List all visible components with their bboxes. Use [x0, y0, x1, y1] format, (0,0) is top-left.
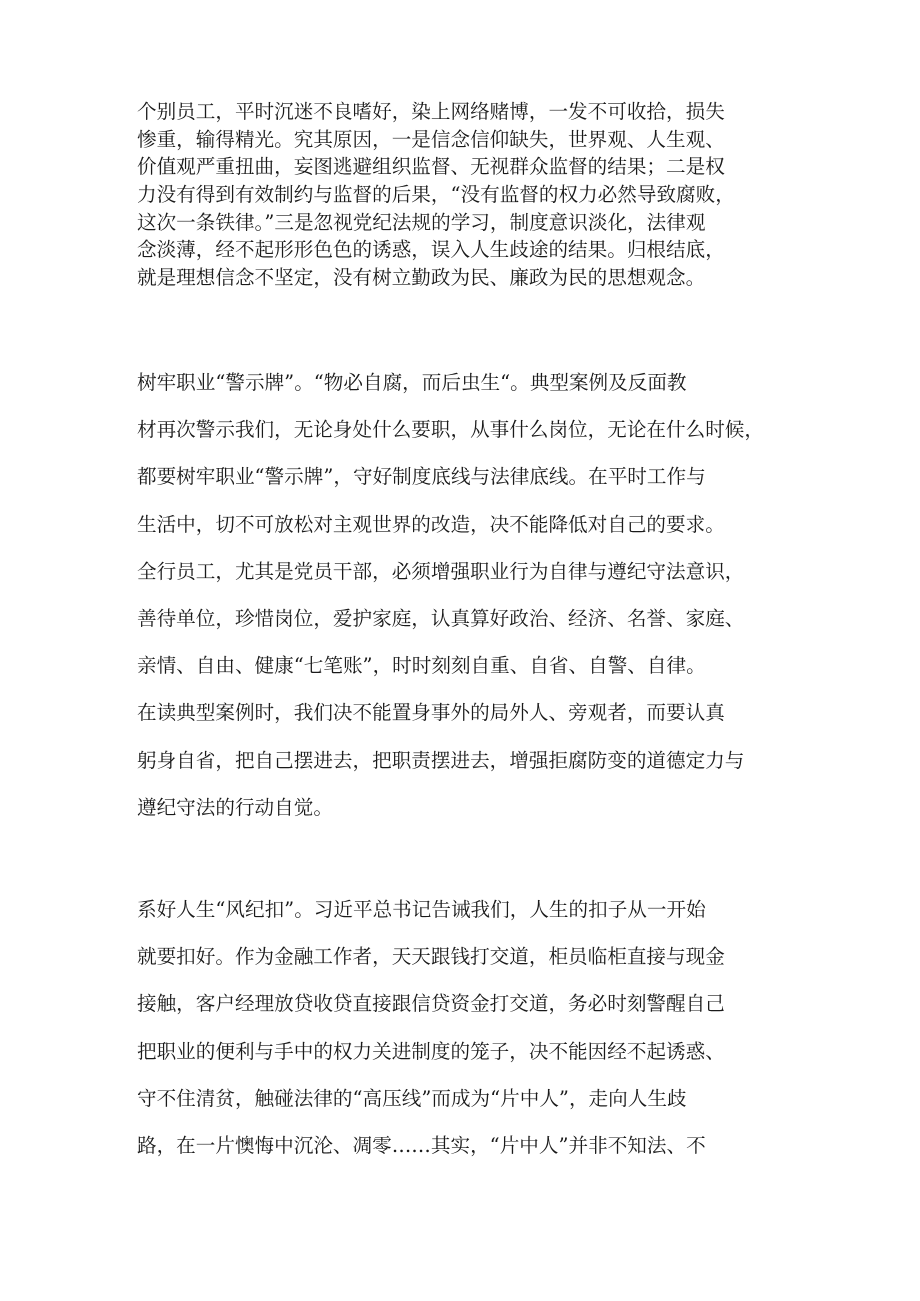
paragraph-warning-sign: [137, 359, 797, 831]
text-line: 守不住清贫，触碰法律的“高压线”而成为“片中人”，走向人生歧: [137, 1086, 687, 1110]
paragraph-discipline-button: [137, 886, 797, 1169]
text-line: 路，在一片懊悔中沉沦、凋零……其实，“片中人”并非不知法、不: [137, 1133, 706, 1157]
text-line: 躬身自省，把自己摆进去，把职责摆进去，增强拒腐防变的道德定力与: [137, 748, 745, 772]
text-line: 惨重，输得精光。究其原因，一是信念信仰缺失，世界观、人生观、: [137, 127, 725, 151]
text-line: 把职业的便利与手中的权力关进制度的笼子，决不能因经不起诱惑、: [137, 1039, 725, 1063]
text-line: 力没有得到有效制约与监督的后果，“没有监督的权力必然导致腐败，: [137, 183, 735, 207]
text-line: 树牢职业“警示牌”。“物必自腐，而后虫生“。典型案例及反面教: [137, 371, 687, 394]
text-line: 价值观严重扭曲，妄图逃避组织监督、无视群众监督的结果；二是权: [137, 155, 725, 179]
text-line: 生活中，切不可放松对主观世界的改造，决不能降低对自己的要求。: [137, 512, 725, 536]
text-line: 亲情、自由、健康“七笔账”，时时刻刻自重、自省、自警、自律。: [137, 654, 706, 678]
text-line: 遵纪守法的行动自觉。: [137, 795, 333, 819]
paragraph-causes: [137, 98, 797, 292]
text-line: 就是理想信念不坚定，没有树立勤政为民、廉政为民的思想观念。: [137, 266, 706, 290]
text-line: 都要树牢职业“警示牌”，守好制度底线与法律底线。在平时工作与: [137, 465, 706, 489]
text-line: 全行员工，尤其是党员干部，必须增强职业行为自律与遵纪守法意识，: [137, 559, 745, 583]
text-line: 念淡薄，经不起形形色色的诱惑，误入人生歧途的结果。归根结底，: [137, 238, 725, 262]
text-line: 在读典型案例时，我们决不能置身事外的局外人、旁观者，而要认真: [137, 701, 725, 725]
text-line: 材再次警示我们，无论身处什么要职，从事什么岗位，无论在什么时候，: [137, 418, 764, 442]
text-line: 就要扣好。作为金融工作者，天天跟钱打交道，柜员临柜直接与现金: [137, 945, 725, 969]
text-line: 善待单位，珍惜岗位，爱护家庭，认真算好政治、经济、名誉、家庭、: [137, 606, 745, 630]
text-line: 个别员工，平时沉迷不良嗜好，染上网络赌博，一发不可收拾，损失: [137, 100, 725, 123]
text-line: 接触，客户经理放贷收贷直接跟信贷资金打交道，务必时刻警醒自己: [137, 992, 725, 1016]
text-line: 这次一条铁律。”三是忽视党纪法规的学习，制度意识淡化，法律观: [137, 210, 706, 234]
text-line: 系好人生“风纪扣”。习近平总书记告诫我们，人生的扣子从一开始: [137, 898, 706, 921]
